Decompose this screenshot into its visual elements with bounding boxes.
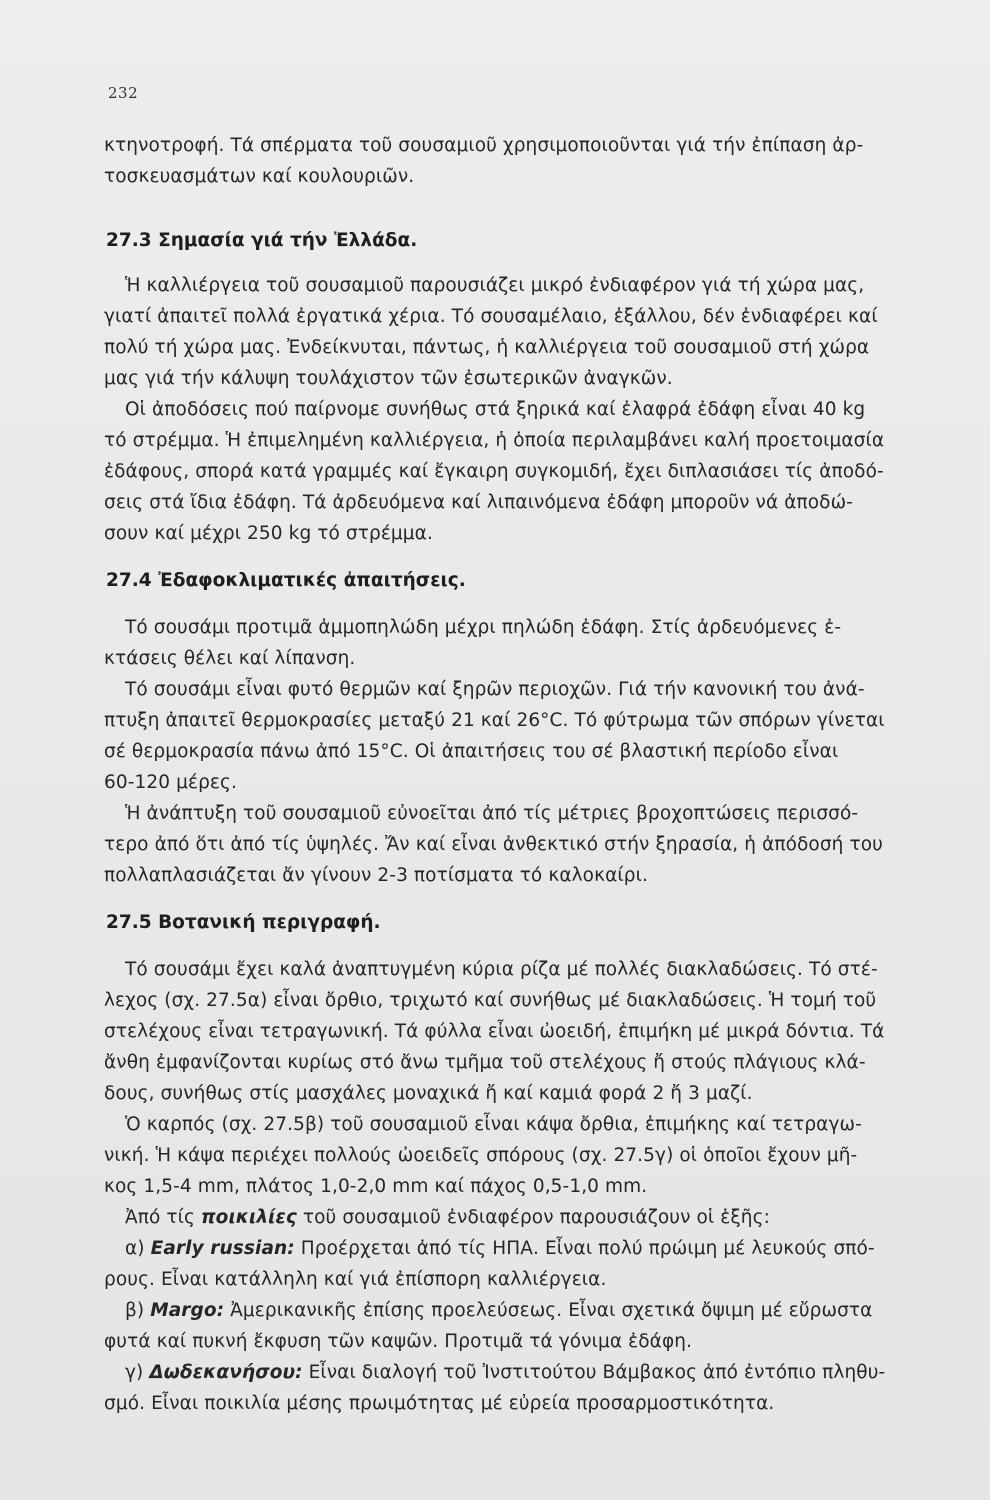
- text-line: πολύ τή χώρα μας. Ἐνδείκνυται, πάντως, ἡ καλλιέργεια τοῦ σουσαμιοῦ στή χώρα: [104, 337, 870, 358]
- text-line: πτυξη ἀπαιτεῖ θερμοκρασίες μεταξύ 21 καί 26°C. Τό φύτρωμα τῶν σπόρων γίνεται: [104, 710, 885, 731]
- variety-line: [104, 1295, 944, 1326]
- text-line: ρους. Εἶναι κατάλληλη καί γιά ἐπίσπορη καλλιέργεια.: [104, 1269, 607, 1290]
- text-line: κτηνοτροφή. Τά σπέρματα τοῦ σουσαμιοῦ χρησιμοποιοῦνται γιά τήν ἐπίπαση ἀρ-: [104, 135, 864, 156]
- variety-line: [104, 1357, 944, 1388]
- variety-description: Προέρχεται ἀπό τίς ΗΠΑ. Εἶναι πολύ πρώιμη μέ λευκούς σπό-: [294, 1238, 875, 1259]
- variety-prefix: γ): [125, 1362, 150, 1383]
- variety-prefix: β): [125, 1300, 151, 1321]
- varieties-intro-after: τοῦ σουσαμιοῦ ἐνδιαφέρον παρουσιάζουν οἱ ἑξῆς:: [296, 1207, 770, 1228]
- text-line: κτάσεις θέλει καί λίπανση.: [104, 648, 356, 669]
- text-line: ἄνθη ἐμφανίζονται κυρίως στό ἄνω τμῆμα τοῦ στελέχους ἤ στούς πλάγιους κλά-: [104, 1052, 866, 1073]
- variety-description: Εἶναι διαλογή τοῦ Ἰνστιτούτου Βάμβακος ἀπό ἐντόπιο πληθυ-: [302, 1362, 886, 1383]
- text-line: σουν καί μέχρι 250 kg τό στρέμμα.: [104, 523, 433, 544]
- section-27-4-body: [104, 612, 944, 891]
- variety-name: Margo:: [150, 1300, 225, 1321]
- text-line: Ἡ καλλιέργεια τοῦ σουσαμιοῦ παρουσιάζει μικρό ἐνδιαφέρον γιά τή χώρα μας,: [125, 275, 865, 296]
- text-line: σεις στά ἴδια ἐδάφη. Τά ἀρδευόμενα καί λιπαινόμενα ἐδάφη μποροῦν νά ἀποδώ-: [104, 492, 853, 513]
- text-line: σμό. Εἶναι ποικιλία μέσης πρωιμότητας μέ εὐρεία προσαρμοστικότητα.: [104, 1393, 775, 1414]
- varieties-intro: [104, 1202, 944, 1233]
- section-heading-27-3: 27.3 Σημασία γιά τήν Ἑλλάδα.: [106, 230, 418, 251]
- variety-name: Δωδεκανήσου:: [149, 1362, 303, 1383]
- section-heading-27-4: 27.4 Ἐδαφοκλιματικές ἀπαιτήσεις.: [106, 570, 466, 591]
- text-line: Ἡ ἀνάπτυξη τοῦ σουσαμιοῦ εὐνοεῖται ἀπό τίς μέτριες βροχοπτώσεις περισσό-: [125, 803, 859, 824]
- text-line: λεχος (σχ. 27.5α) εἶναι ὄρθιο, τριχωτό καί συνήθως μέ διακλαδώσεις. Ἡ τομή τοῦ: [104, 990, 877, 1011]
- page-number: 232: [108, 84, 139, 102]
- variety-line: [104, 1233, 944, 1264]
- text-line: πολλαπλασιάζεται ἄν γίνουν 2-3 ποτίσματα τό καλοκαίρι.: [104, 865, 648, 886]
- variety-description: Ἀμερικανικῆς ἐπίσης προελεύσεως. Εἶναι σχετικά ὄψιμη μέ εὔρωστα: [224, 1300, 873, 1321]
- varieties-intro-emphasis: ποικιλίες: [200, 1207, 297, 1228]
- text-line: δους, συνήθως στίς μασχάλες μοναχικά ἤ καί καμιά φορά 2 ἤ 3 μαζί.: [104, 1083, 753, 1104]
- text-line: Οἱ ἀποδόσεις πού παίρνομε συνήθως στά ξηρικά καί ἐλαφρά ἐδάφη εἶναι 40 kg: [125, 399, 866, 420]
- section-heading-27-5: 27.5 Βοτανική περιγραφή.: [106, 912, 381, 933]
- varieties-intro-before: Ἀπό τίς: [125, 1207, 201, 1228]
- section-27-5-body: [104, 954, 944, 1419]
- text-line: τερο ἀπό ὅτι ἀπό τίς ὑψηλές. Ἄν καί εἶναι ἀνθεκτικό στήν ξηρασία, ἡ ἀπόδοσή του: [104, 834, 883, 855]
- text-line: ἐδάφους, σπορά κατά γραμμές καί ἔγκαιρη συγκομιδή, ἔχει διπλασιάσει τίς ἀποδό-: [104, 461, 884, 482]
- text-line: κος 1,5-4 mm, πλάτος 1,0-2,0 mm καί πάχος 0,5-1,0 mm.: [104, 1176, 648, 1197]
- text-line: τοσκευασμάτων καί κουλουριῶν.: [104, 166, 415, 187]
- text-line: τό στρέμμα. Ἡ ἐπιμελημένη καλλιέργεια, ἡ ὁποία περιλαμβάνει καλή προετοιμασία: [104, 430, 885, 451]
- text-line: σέ θερμοκρασία πάνω ἀπό 15°C. Οἱ ἀπαιτήσεις του σέ βλαστική περίοδο εἶναι: [104, 741, 839, 762]
- text-line: 60-120 μέρες.: [104, 772, 237, 793]
- intro-paragraph: [104, 130, 944, 192]
- section-27-3-body: [104, 270, 944, 549]
- text-line: στελέχους εἶναι τετραγωνική. Τά φύλλα εἶναι ὠοειδή, ἐπιμήκη μέ μικρά δόντια. Τά: [104, 1021, 885, 1042]
- text-line: νική. Ἡ κάψα περιέχει πολλούς ὠοειδεῖς σπόρους (σχ. 27.5γ) οἱ ὁποῖοι ἔχουν μῆ-: [104, 1145, 858, 1166]
- text-line: Ὁ καρπός (σχ. 27.5β) τοῦ σουσαμιοῦ εἶναι κάψα ὄρθια, ἐπιμήκης καί τετραγω-: [125, 1114, 862, 1135]
- text-line: Τό σουσάμι προτιμᾶ ἀμμοπηλώδη μέχρι πηλώδη ἐδάφη. Στίς ἀρδευόμενες ἐ-: [125, 617, 842, 638]
- variety-name: Early russian:: [150, 1238, 295, 1259]
- text-line: Τό σουσάμι εἶναι φυτό θερμῶν καί ξηρῶν περιοχῶν. Γιά τήν κανονική του ἀνά-: [125, 679, 865, 700]
- variety-prefix: α): [125, 1238, 151, 1259]
- text-line: Τό σουσάμι ἔχει καλά ἀναπτυγμένη κύρια ρίζα μέ πολλές διακλαδώσεις. Τό στέ-: [125, 959, 878, 980]
- text-line: φυτά καί πυκνή ἔκφυση τῶν καψῶν. Προτιμᾶ τά γόνιμα ἐδάφη.: [104, 1331, 693, 1352]
- text-line: μας γιά τήν κάλυψη τουλάχιστον τῶν ἐσωτερικῶν ἀναγκῶν.: [104, 368, 673, 389]
- text-line: γιατί ἀπαιτεῖ πολλά ἐργατικά χέρια. Τό σουσαμέλαιο, ἐξάλλου, δέν ἐνδιαφέρει καί: [104, 306, 878, 327]
